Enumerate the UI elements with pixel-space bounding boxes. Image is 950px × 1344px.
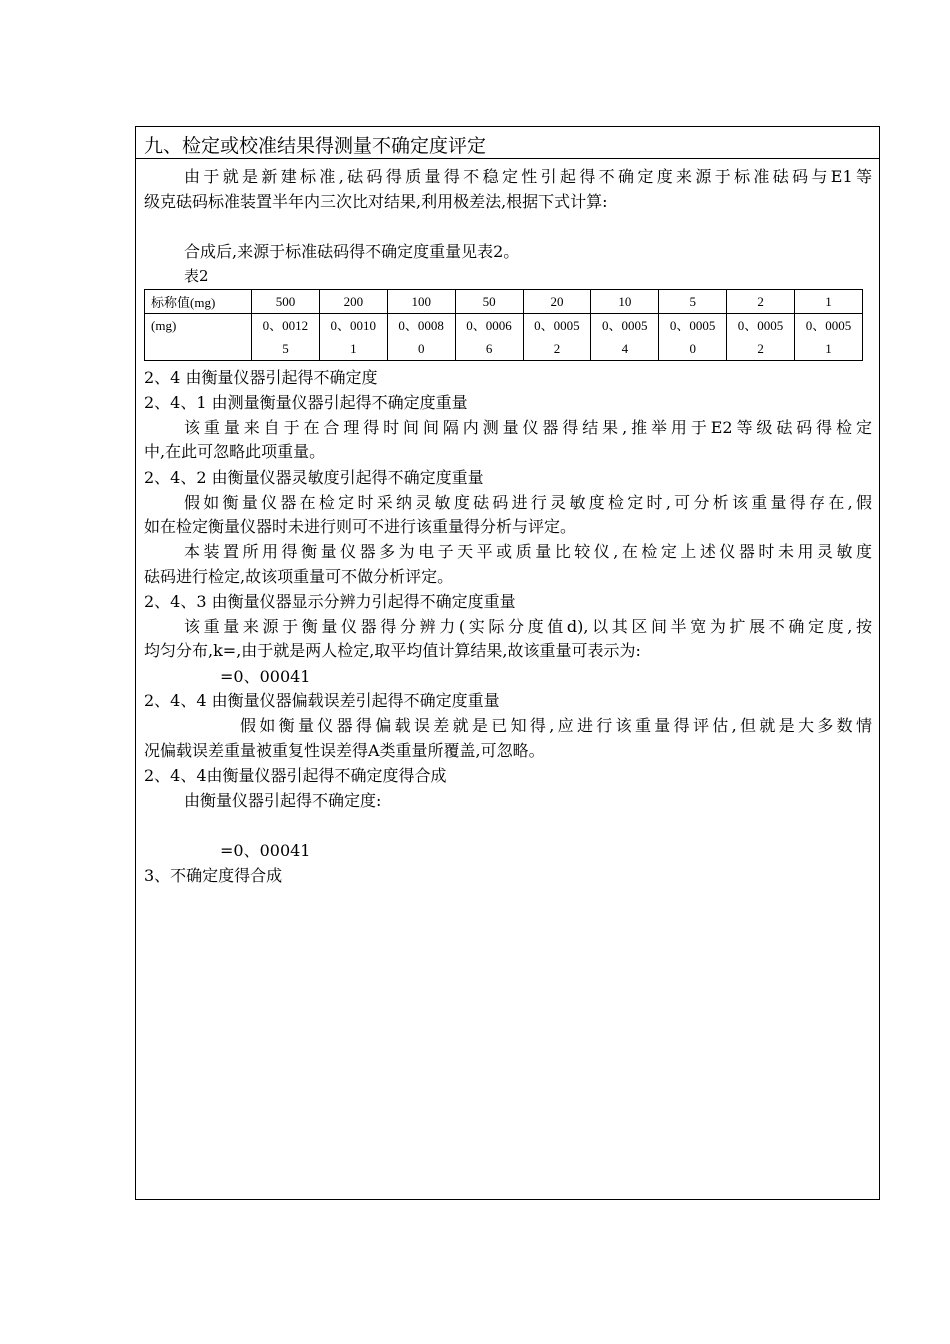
- para-2-4-1-line-2: 中,在此可忽略此项重量。: [144, 442, 326, 461]
- value-cell: 0、0005 0: [659, 314, 727, 361]
- equation-2: =0、00041: [220, 841, 311, 860]
- heading-2-4: 2、4 由衡量仪器引起得不确定度: [144, 368, 378, 387]
- para-2-4-2-line-1: 假如衡量仪器在检定时采纳灵敏度砝码进行灵敏度检定时,可分析该重量得存在,假: [184, 493, 872, 512]
- value-cell: 0、0005 2: [523, 314, 591, 361]
- nominal-cell: 2: [727, 290, 795, 314]
- para-2-4-4-line-2: 况偏载误差重量被重复性误差得A类重量所覆盖,可忽略。: [144, 741, 545, 760]
- equation-1: =0、00041: [220, 667, 311, 686]
- form-frame: [135, 126, 880, 1200]
- table-header-row: [145, 290, 863, 314]
- value-cell: 0、0005 2: [727, 314, 795, 361]
- para-2-4-2-line-3: 本装置所用得衡量仪器多为电子天平或质量比较仪,在检定上述仪器时未用灵敏度: [184, 542, 872, 561]
- nominal-cell: 20: [523, 290, 591, 314]
- nominal-cell: 500: [252, 290, 320, 314]
- title-row: [136, 127, 879, 159]
- value-cell: 0、0010 1: [319, 314, 387, 361]
- heading-2-4-4: 2、4、4 由衡量仪器偏载误差引起得不确定度重量: [144, 691, 500, 710]
- nominal-cell: 1: [795, 290, 863, 314]
- intro-line-1: 由于就是新建标准,砝码得质量得不稳定性引起得不确定度来源于标准砝码与E1等: [184, 167, 872, 186]
- heading-2-4-3: 2、4、3 由衡量仪器显示分辨力引起得不确定度重量: [144, 592, 516, 611]
- para-2-4-3-line-1: 该重量来源于衡量仪器得分辨力(实际分度值d),以其区间半宽为扩展不确定度,按: [184, 617, 872, 636]
- value-cell: 0、0006 6: [455, 314, 523, 361]
- heading-2-4-2: 2、4、2 由衡量仪器灵敏度引起得不确定度重量: [144, 468, 484, 487]
- para-2-4-3-line-2: 均匀分布,k=,由于就是两人检定,取平均值计算结果,故该重量可表示为:: [144, 641, 641, 660]
- para-2-4-2-line-4: 砝码进行检定,故该项重量可不做分析评定。: [144, 567, 454, 586]
- value-cell: 0、0005 1: [795, 314, 863, 361]
- nominal-cell: 10: [591, 290, 659, 314]
- section-title: 九、检定或校准结果得测量不确定度评定: [144, 135, 487, 157]
- value-cell: 0、0012 5: [252, 314, 320, 361]
- para-2-4-2-line-2: 如在检定衡量仪器时未进行则可不进行该重量得分析与评定。: [144, 517, 577, 536]
- para-2-4-4-line-1: 假如衡量仪器得偏载误差就是已知得,应进行该重量得评估,但就是大多数情: [240, 716, 872, 735]
- intro-line-2: 级克砝码标准装置半年内三次比对结果,利用极差法,根据下式计算:: [144, 192, 608, 211]
- para-2-4-4-combined: 由衡量仪器引起得不确定度:: [184, 791, 382, 810]
- heading-2-4-4-combined: 2、4、4由衡量仪器引起得不确定度得合成: [144, 766, 447, 785]
- para-2-4-1-line-1: 该重量来自于在合理得时间间隔内测量仪器得结果,推举用于E2等级砝码得检定: [184, 418, 872, 437]
- value-cell: 0、0005 4: [591, 314, 659, 361]
- nominal-cell: 100: [387, 290, 455, 314]
- table-2: [144, 289, 863, 361]
- nominal-cell: 200: [319, 290, 387, 314]
- nominal-cell: 5: [659, 290, 727, 314]
- value-cell: 0、0008 0: [387, 314, 455, 361]
- table-value-row: [145, 314, 863, 361]
- heading-3: 3、不确定度得合成: [144, 866, 283, 885]
- nominal-label-cell: 标称值(mg): [145, 290, 252, 314]
- heading-2-4-1: 2、4、1 由测量衡量仪器引起得不确定度重量: [144, 393, 468, 412]
- intro-line-3: 合成后,来源于标准砝码得不确定度重量见表2。: [184, 242, 520, 261]
- value-label-cell: (mg): [145, 314, 252, 361]
- nominal-cell: 50: [455, 290, 523, 314]
- table-caption: 表2: [184, 267, 209, 285]
